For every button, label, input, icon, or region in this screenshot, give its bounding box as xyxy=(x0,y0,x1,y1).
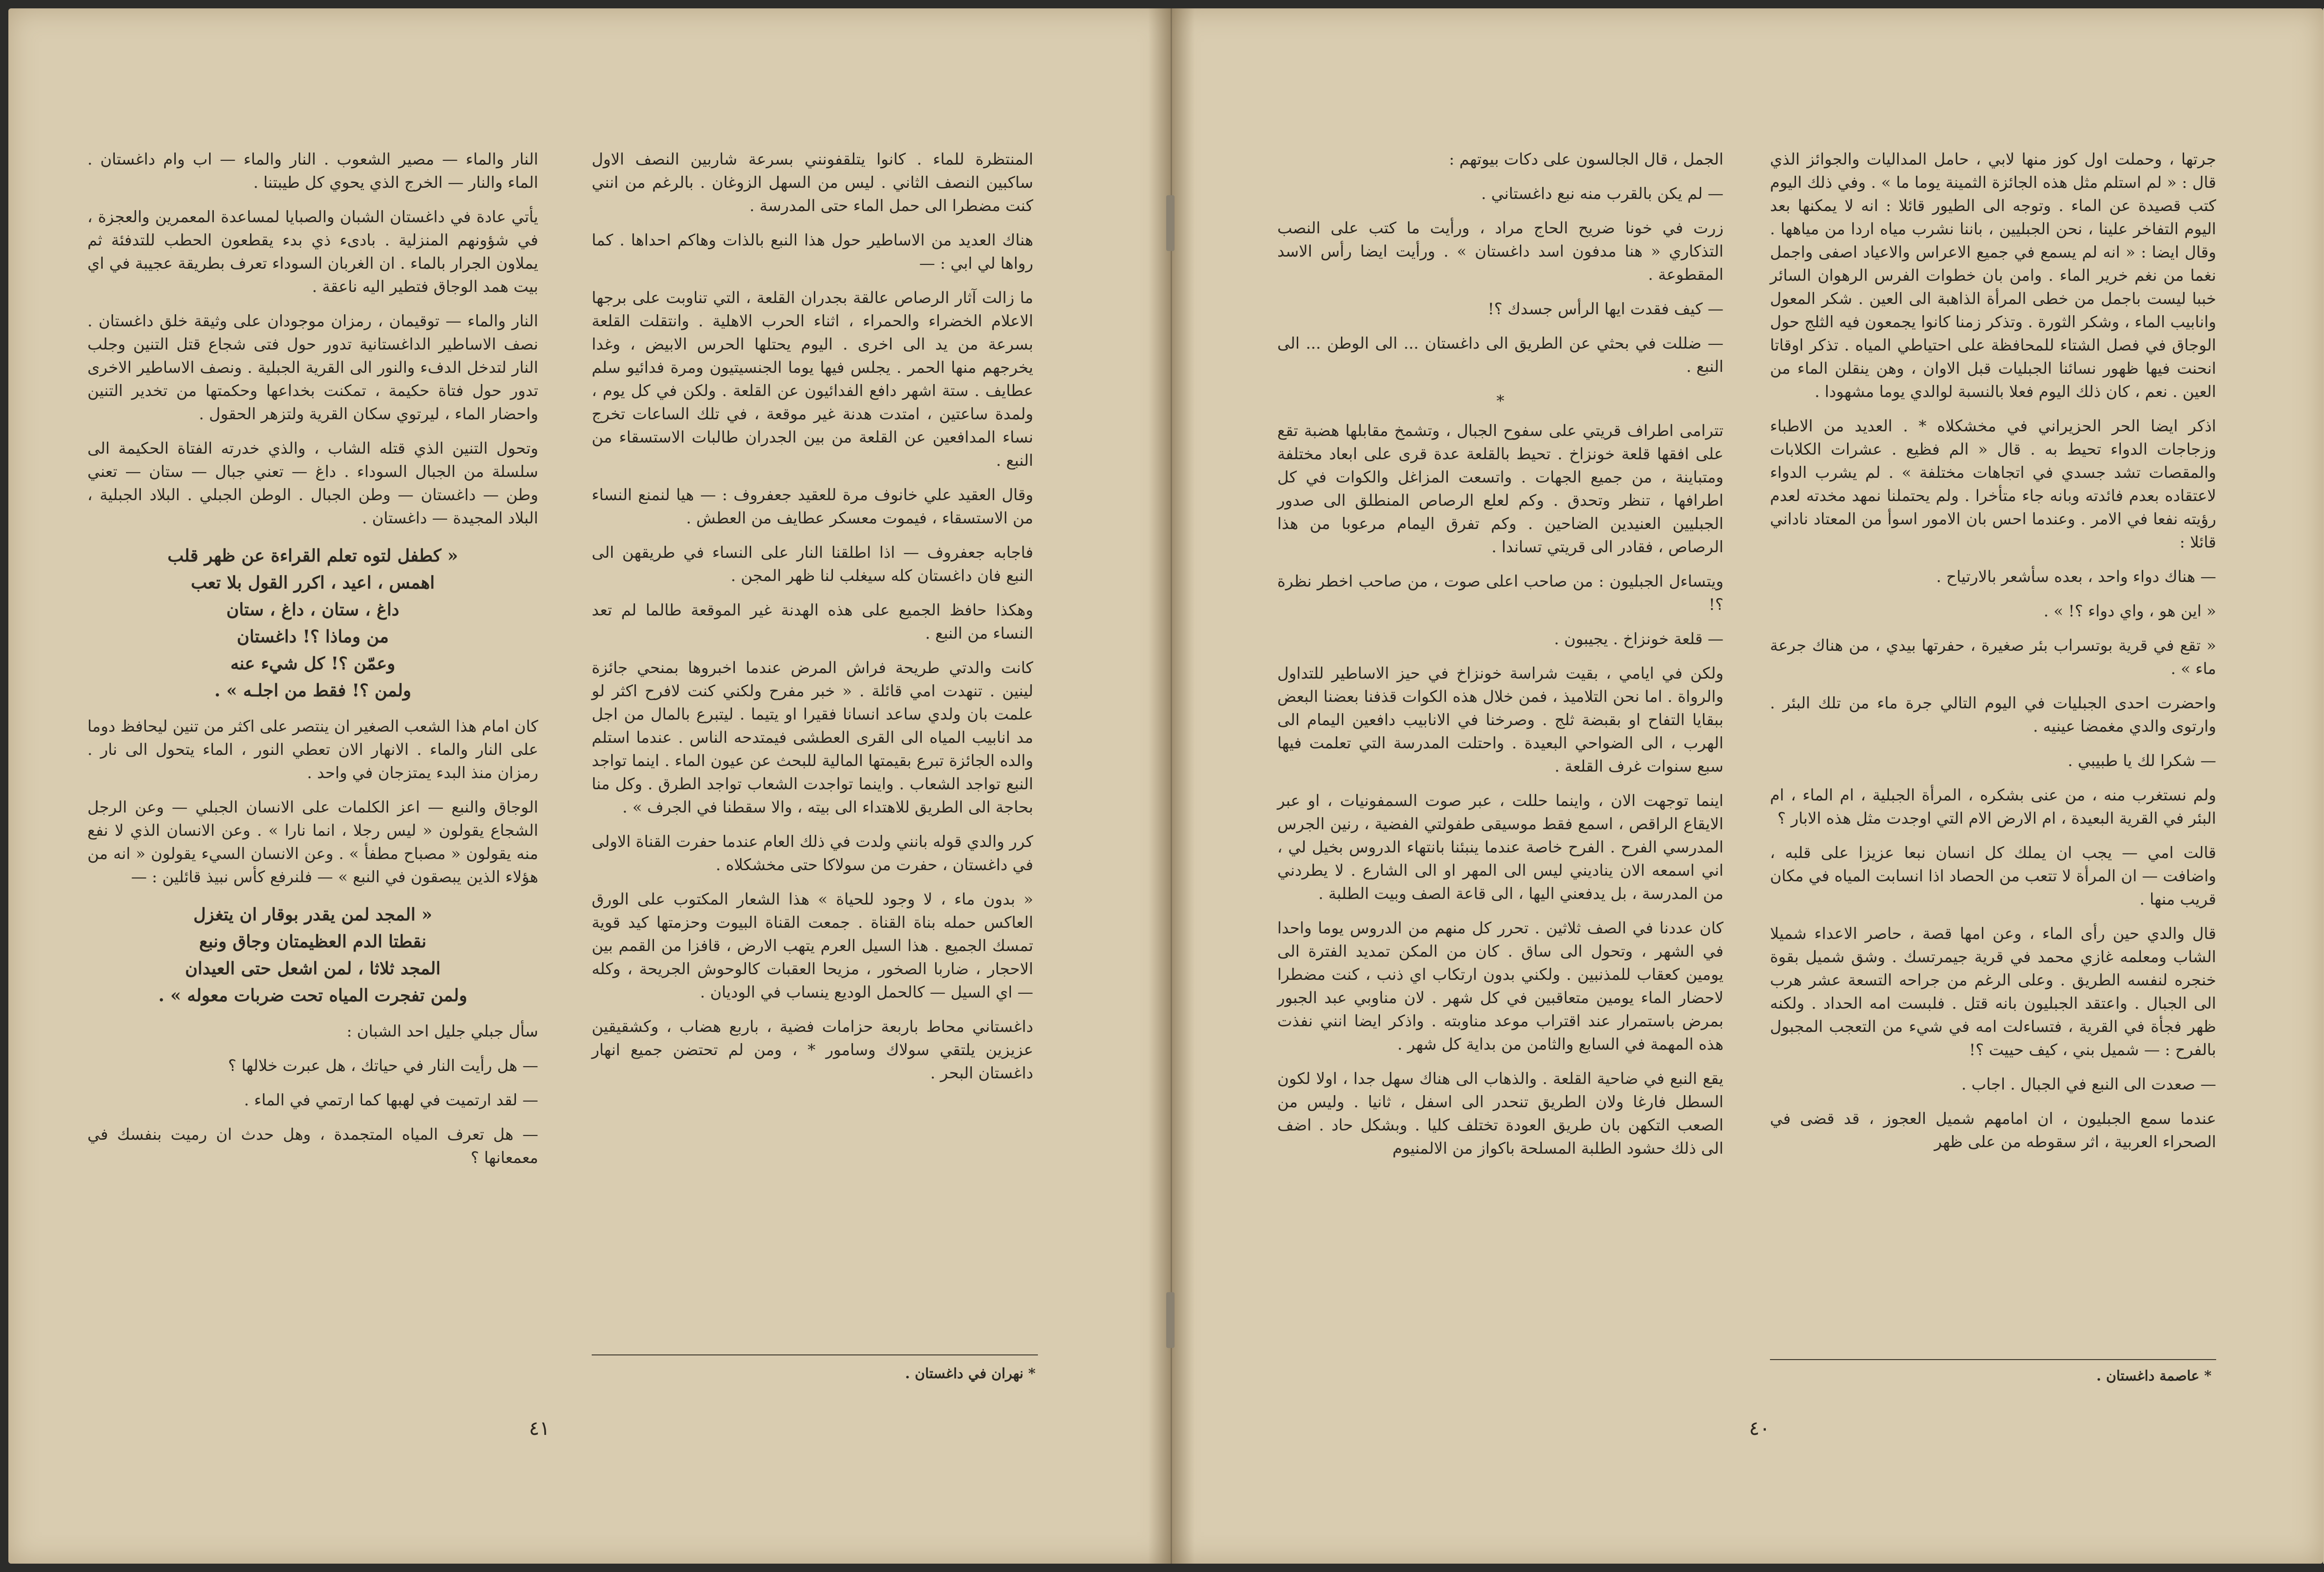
right-footnote: * عاصمة داغستان . xyxy=(2096,1368,2212,1384)
paragraph: المنتظرة للماء . كانوا يتلقفونني بسرعة شاربين النصف الاول ساكبين النصف الثاني . ليس من السهل الزوغان . بالرغم من انني كنت مضطرا الى حمل الماء حتى المدرسة . xyxy=(592,150,1033,215)
right-page xyxy=(1170,8,2323,1564)
paragraph: عندما سمع الجبليون ، ان امامهم شميل العجوز ، قد قضى في الصحراء العربية ، اثر سقوطه من على ظهر xyxy=(1770,1110,2216,1151)
paragraph: الجمل ، قال الجالسون على دكات بيوتهم : xyxy=(1449,150,1723,169)
poem-line: وعمّن ؟! كل شيء عنه xyxy=(230,653,396,674)
paragraph: « تقع في قرية بوتسراب بئر صغيرة ، حفرتها بيدي ، من هناك جرعة ماء » . xyxy=(1770,636,2216,678)
paragraph: قال والدي حين رأى الماء ، وعن امها قصة ، حاصر الاعداء شميلا الشاب ومعلمه غازي محمد في قرية جيمرتسك . وشق شميل بقوة خنجره لنفسه الطريق . وعلى الرغم من جراحه التسعة عشر هرب الى الجبال . واعتقد الجبليون بانه قتل . فلبست امه الحداد . ولكنه ظهر فجأة في القرية ، فتساءلت امه في شيء من التعجب المجبول بالفرح : — شميل بني ، كيف حييت ؟! xyxy=(1770,925,2216,1059)
section-separator: * xyxy=(1496,392,1505,410)
paragraph: — صعدت الى النبع في الجبال . اجاب . xyxy=(1961,1075,2216,1094)
left-footnote-rule xyxy=(592,1354,1038,1355)
paragraph: — قلعة خونزاخ . يجيبون . xyxy=(1554,630,1723,648)
paragraph: وهكذا حافظ الجميع على هذه الهدنة غير الموقعة طالما لم تعد النساء من النبع . xyxy=(592,601,1033,643)
paragraph: كان عددنا في الصف ثلاثين . تحرر كل منهم من الدروس يوما واحدا في الشهر ، وتحول الى ساق . كان من المكن تمديد الفترة الى يومين كعقاب للمذنبين . ولكني بدون ارتكاب اي ذنب ، كنت مضطرا لاحضار الماء يومين متعاقبين في كل شهر . لان مناوبي عبد الجبور بمرض باستمرار عند اقتراب موعد مناوبته . واذكر ايضا انني نفذت هذه المهمة في السابع والثامن من بداية كل شهر . xyxy=(1277,919,1723,1054)
paragraph: — شكرا لك يا طبيبي . xyxy=(2067,752,2216,770)
paragraph: هناك العديد من الاساطير حول هذا النبع بالذات وهاكم احداها . كما رواها لي ابي : — xyxy=(592,231,1033,273)
paragraph: — ضللت في بحثي عن الطريق الى داغستان ... الى الوطن ... الى النبع . xyxy=(1277,334,1723,376)
paragraph: — هناك دواء واحد ، بعده سأشعر بالارتياح . xyxy=(1936,568,2216,586)
poem-line: ولمن تفجرت المياه تحت ضربات معوله » . xyxy=(158,985,468,1005)
paragraph: يأتي عادة في داغستان الشبان والصبايا لمساعدة المعمرين والعجزة ، في شؤونهم المنزلية . بادىء ذي بدء يقطعون الحطب للتدفئة ثم يملاون الجرار بالماء . ان الغربان السوداء تعرف بطريقة عجيبة في اي بيت همد الوجاق فتطير اليه ناعقة . xyxy=(87,208,538,296)
right-footnote-rule xyxy=(1770,1359,2216,1360)
paragraph: زرت في خونا ضريح الحاج مراد ، ورأيت ما كتب على النصب التذكاري « هنا مدفون اسد داغستان » . ورأيت ايضا رأس الاسد المقطوعة . xyxy=(1277,219,1723,284)
paragraph: كرر والدي قوله بانني ولدت في ذلك العام عندما حفرت القناة الاولى في داغستان ، حفرت من سولاكا حتى مخشكلاه . xyxy=(592,832,1033,874)
paragraph: ما زالت آثار الرصاص عالقة بجدران القلعة ، التي تناوبت على برجها الاعلام الخضراء والحمراء ، اثناء الحرب الاهلية . وانتقلت القلعة بسرعة من يد الى اخرى . اليوم يحتلها الحرس الابيض ، وغدا يخرجهم منها الحمر . يجلس فيها يوما الجنسيتيون ومرة فدائيو سلم عطايف . ستة اشهر دافع الفدائيون عن القلعة . ولكن في كل يوم ، ولمدة ساعتين ، امتدت هدنة غير موقعة ، في تلك الساعات تخرج نساء المدافعين عن القلعة من بين الجدران طالبات الاستسقاء من النبع . xyxy=(592,289,1033,470)
left-page xyxy=(8,8,1170,1564)
paragraph: كانت والدتي طريحة فراش المرض عندما اخبروها بمنحي جائزة لينين . تنهدت امي قائلة . « خبر مفرح ولكني كنت لافرح اكثر لو علمت بان ولدي ساعد انسانا فقيرا او يتيما . ليتبرع بالمال من اجل مد انابيب المياه الى القرى العطشى فيمتدحه الناس . عندما استلم والده الجائزة تبرع بقيمتها المالية للبحث عن عيون الماء . اينما تواجد النبع تواجد الشعاب . واينما تواجدت الشعاب تواجد الطرق . وكل منا بحاجة الى الطريق للاهتداء الى بيته ، والا سقطنا في الجرف » . xyxy=(592,659,1033,817)
left-page-column-left xyxy=(87,148,538,1181)
poem-line: « المجد لمن يقدر بوقار ان يتغزل xyxy=(193,904,433,925)
right-page-column-right xyxy=(1770,148,2216,1165)
staple-top xyxy=(1166,195,1175,251)
paragraph: النار والماء — توقيمان ، رمزان موجودان على وثيقة خلق داغستان . نصف الاساطير الداغستانية تدور حول فتى شجاع قتل التنين وجلب النار لتدخل الدفء والنور الى القرية الجبلية . ونصف الاساطير الاخرى تدور حول فتاة حكيمة ، تمكنت بخداعها وحكمتها من تخدير التنين واحضار الماء ، ليرتوي سكان القرية ولتزهر الحقول . xyxy=(87,312,538,423)
paragraph: قالت امي — يجب ان يملك كل انسان نبعا عزيزا على قلبه ، واضافت — ان المرأة لا تتعب من الحصاد اذا انسابت المياه في مكان قريب منها . xyxy=(1770,844,2216,909)
paragraph: داغستاني محاط باربعة حزامات فضية ، باربع هضاب ، وكشقيقين عزيزين يلتقي سولاك وسامور * ، ومن لم تحتضن جميع انهار داغستان البحر . xyxy=(592,1017,1033,1083)
poem-line: اهمس ، اعيد ، اكرر القول بلا تعب xyxy=(191,572,435,593)
paragraph: — هل رأيت النار في حياتك ، هل عبرت خلالها ؟ xyxy=(228,1057,538,1075)
poem-verse-2 xyxy=(87,901,538,1009)
paragraph: — كيف فقدت ايها الرأس جسدك ؟! xyxy=(1487,300,1723,318)
right-page-column-left xyxy=(1277,148,1723,1171)
poem-line: « كطفل لتوه تعلم القراءة عن ظهر قلب xyxy=(167,545,458,566)
left-page-column-right xyxy=(592,148,1033,1096)
paragraph: ولكن في ايامي ، بقيت شراسة خونزاخ في حيز الاساطير للتداول والرواة . اما نحن التلاميذ ، فمن خلال هذه الكوات قذفنا بعضنا البعض ببقايا التفاح او بقبضة ثلج . وصرخنا في الانابيب دافعين اليمام الى الهرب ، الى الضواحي البعيدة . واحتلت المدرسة التي تعلمت فيها سبع سنوات غرف القلعة . xyxy=(1277,664,1723,776)
paragraph: « بدون ماء ، لا وجود للحياة » هذا الشعار المكتوب على الورق العاكس حمله بناة القناة . جمعت القناة البيوت وحزمتها كيد قوية تمسك الجميع . هذا السيل العرم يتهب الارض ، قافزا من القمم بين الاحجار ، ضاربا الصخور ، مزيحا العقبات كالوحوش الجريحة ، وكله — اي السيل — كالحمل الوديع ينساب في الوديان . xyxy=(592,890,1033,1002)
staple-bottom xyxy=(1166,1292,1175,1348)
paragraph: جرتها ، وحملت اول كوز منها لابي ، حامل المداليات والجوائز الذي قال : « لم استلم مثل هذه الجائزة الثمينة يوما ما » . وفي ذلك اليوم كتب قصيدة عن الماء . وتوجه الى الطيور قائلا : انه لا يمكنها بعد اليوم التفاخر علينا ، نحن الجبليين ، باننا نشرب مياه اردا من مياهها . وقال ايضا : « انه لم يسمع في جميع الاعراس والاعياد اصفى واجمل نغما من نغم خرير الماء . وامن بان خطوات الفرس الرهوان السائر خببا ليست باجمل من خطى المرأة الذاهبة الى العين . شكر المعول وانابيب الماء ، وشكر الثورة . وتذكر زمنا كانوا يجمعون فيه الثلج حول الوجاق في فصل الشتاء للمحافظة على احتياطي المياه . تذكر اوقاتا انحنت فيها ظهور نسائنا الجبليات قبل الاوان ، وهن ينقلن الماء من العين . نعم ، كان ذلك اليوم فعلا بالنسبة لوالدي يوما مشهودا . xyxy=(1770,150,2216,401)
paragraph: الوجاق والنبع — اعز الكلمات على الانسان الجبلي — وعن الرجل الشجاع يقولون « ليس رجلا ، انما نارا » . وعن الانسان الذي لا نفع منه يقولون « مصباح مطفأ » . وعن الانسان السيء يقولون « انه من هؤلاء الذين يبصقون في النبع » — فلنرفع كأس نبيذ قائلين : — xyxy=(87,798,538,886)
paragraph: ويتساءل الجبليون : من صاحب اعلى صوت ، من صاحب اخطر نظرة ؟! xyxy=(1277,572,1723,614)
paragraph: اذكر ايضا الحر الحزيراني في مخشكلاه * . العديد من الاطباء وزجاجات الدواء تحيط به . قال « الم فظيع . عشرات الكلابات والمقصات تشد جسدي في اتجاهات مختلفة » . لم يشرب الدواء لاعتقاده بعدم فائدته وبانه جاء متأخرا . ولم يحتملنا نمهد مخدته لعدم رؤيته نفعا في الامر . وعندما احس بان الامور اسوأ من المعتاد ناداني قائلا : xyxy=(1770,417,2216,552)
paragraph: واحضرت احدى الجبليات في اليوم التالي جرة ماء من تلك البئر . وارتوى والدي مغمضا عينيه . xyxy=(1770,694,2216,736)
paragraph: وقال العقيد علي خانوف مرة للعقيد جعفروف : — هيا لنمنع النساء من الاستسقاء ، فيموت معسكر عطايف من العطش . xyxy=(592,486,1033,528)
paragraph: يقع النبع في ضاحية القلعة . والذهاب الى هناك سهل جدا ، اولا لكون السطل فارغا ولان الطريق تنحدر الى اسفل ، ثانيا . وليس من الصعب التكهن بان طريق العودة تختلف كليا . وبشكل حاد . اضف الى ذلك حشود الطلبة المسلحة باكواز من الالمنيوم xyxy=(1277,1070,1723,1158)
poem-line: المجد ثلاثا ، لمن اشعل حتى العيدان xyxy=(185,958,441,978)
paragraph: — لم يكن بالقرب منه نبع داغستاني . xyxy=(1481,185,1723,203)
paragraph: فاجابه جعفروف — اذا اطلقنا النار على النساء في طريقهن الى النبع فان داغستان كله سيغلب لنا ظهر المجن . xyxy=(592,543,1033,585)
right-page-number: ٤٠ xyxy=(1749,1417,1770,1440)
poem-line: نقطتا الدم العظيمتان وجاق ونبع xyxy=(199,931,427,951)
paragraph: كان امام هذا الشعب الصغير ان ينتصر على اكثر من تنين ليحافظ دوما على النار والماء . الانهار الان تعطي النور ، الماء يتحول الى نار . رمزان منذ البدء يمتزجان في واحد . xyxy=(87,717,538,782)
paragraph: « اين هو ، واي دواء ؟! » . xyxy=(2043,602,2216,621)
poem-line: داغ ، ستان ، داغ ، ستان xyxy=(226,599,399,620)
paragraph: سأل جبلي جليل احد الشبان : xyxy=(346,1022,538,1041)
paragraph: اينما توجهت الان ، واينما حللت ، عبر صوت السمفونيات ، او عبر الايقاع الراقص ، اسمع فقط موسيقى طفولتي الفضية ، رنين الجرس المدرسي الفرح . الفرح خاصة عندما ينبئنا بانتهاء الدروس بخيل لي ، اني اسمعه الان يناديني ليس الى المهر او الى الشارع . لا يطردني من المدرسة ، بل يدفعني اليها ، الى قاعة الصف وبيت الطلبة . xyxy=(1277,792,1723,903)
paragraph: تترامى اطراف قريتي على سفوح الجبال ، وتشمخ مقابلها هضبة تقع على افقها قلعة خونزاخ . تحيط بالقلعة عدة قرى على ابعاد مختلفة ومتباينة ، من جميع الجهات . واتسعت المزاغل والكوات في كل اطرافها ، تنظر وتحدق . وكم لعلع الرصاص المنطلق الى صدور الجبليين العنيدين الضاحين . وكم تفرق اليمام مرعوبا من هذا الرصاص ، فقادر الى قريتي تساندا . xyxy=(1277,422,1723,556)
paragraph: وتحول التنين الذي قتله الشاب ، والذي خدرته الفتاة الحكيمة الى سلسلة من الجبال السوداء . داغ — تعني جبال — ستان — تعني وطن — داغستان — وطن الجبال . الوطن الجبلي . البلاد الجبلية ، البلاد المجيدة — داغستان . xyxy=(87,439,538,528)
left-footnote: * نهران في داغستان . xyxy=(905,1366,1036,1382)
paragraph: — هل تعرف المياه المتجمدة ، وهل حدث ان رميت بنفسك في معمعانها ؟ xyxy=(87,1125,538,1167)
poem-line: ولمن ؟! فقط من اجلـه » . xyxy=(214,680,411,700)
paragraph: النار والماء — مصير الشعوب . النار والماء — اب وام داغستان . الماء والنار — الخرج الذي يحوي كل طيبتنا . xyxy=(87,150,538,192)
paragraph: ولم نستغرب منه ، من عنى بشكره ، المرأة الجبلية ، ام الماء ، ام البئر في القرية البعيدة ، ام الارض الام التي اوجدت مثل هذه الابار ؟ xyxy=(1770,786,2216,828)
poem-line: من وماذا ؟! داغستان xyxy=(237,626,389,647)
paragraph: — لقد ارتميت في لهبها كما ارتمي في الماء . xyxy=(244,1091,538,1110)
left-page-number: ٤١ xyxy=(529,1417,550,1440)
poem-verse-1 xyxy=(87,542,538,704)
